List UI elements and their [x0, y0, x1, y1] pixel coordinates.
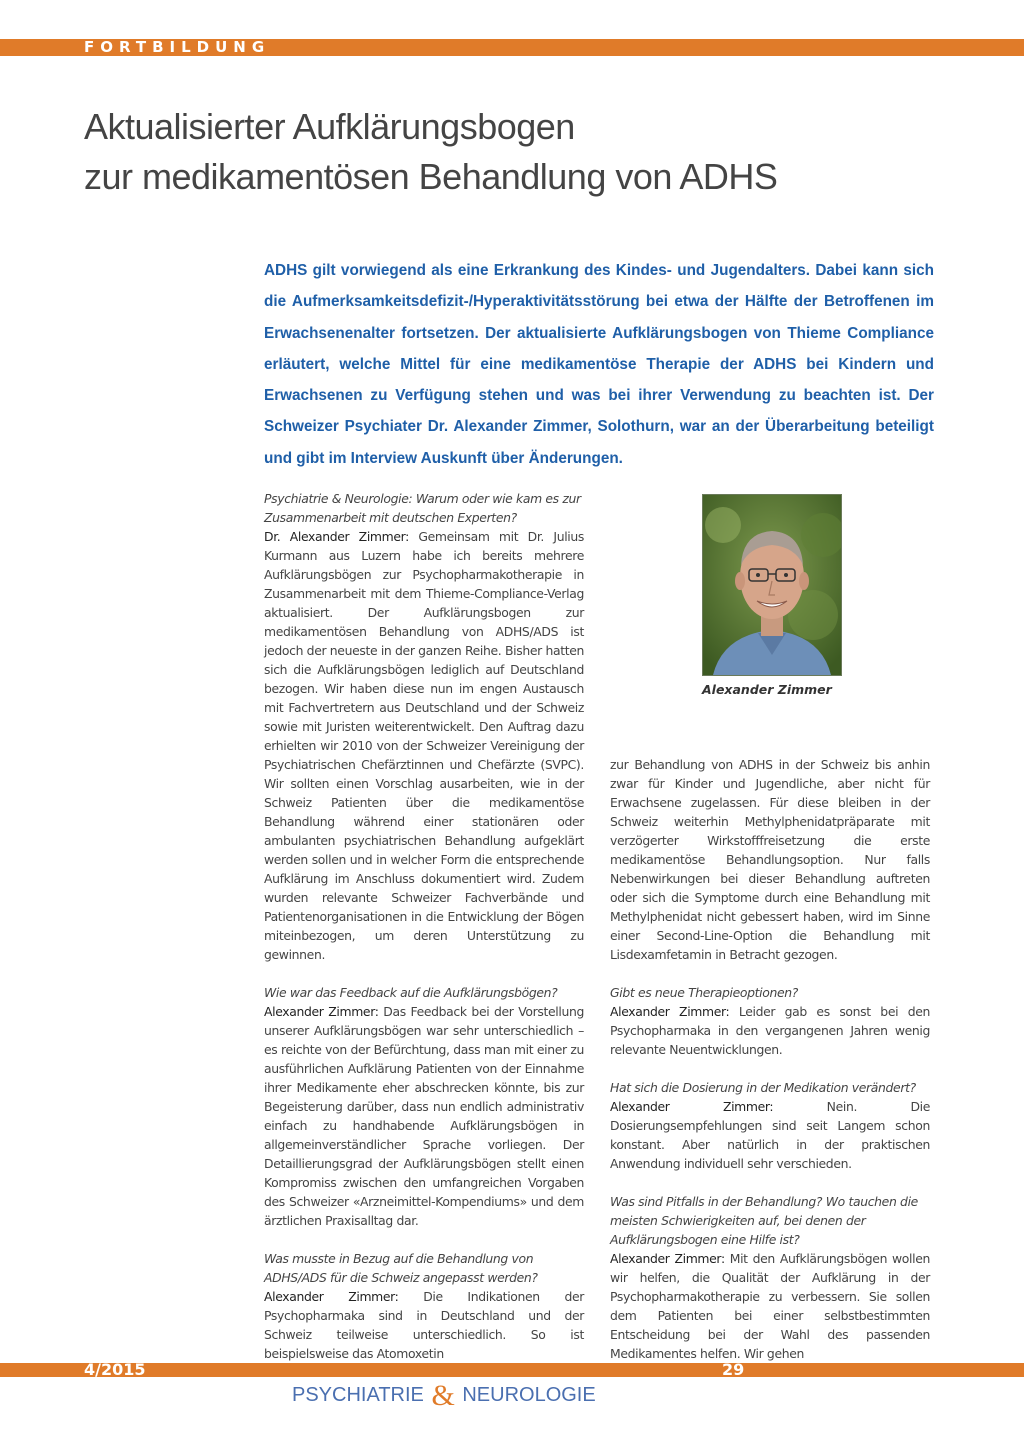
interview-block [610, 1078, 930, 1173]
interview-block [264, 1249, 584, 1363]
journal-logo [292, 1380, 596, 1411]
right-column [610, 755, 930, 1382]
interview-answer: Nein. Die Dosierungsempfehlungen sind seit Langem schon konstant. Aber natürlich in der praktischen Anwendung individuell sehr verschieden. [610, 1099, 930, 1171]
interview-answer: zur Behandlung von ADHS in der Schweiz bis anhin zwar für Kinder und Jugendliche, aber nicht für Erwachsene zugelassen. Für diese bleiben in der Schweiz weiterhin Methylphenidatpräparate mit verzögerter Wirkstofffreisetzung die erste medikamentöse Behandlungsoption. Nur falls Nebenwirkungen bei dieser Behandlung auftreten oder sich die Symptome durch eine Behandlung mit Methylphenidat nicht gebessert haben, wird im Sinne einer Second-Line-Option die Behandlung mit Lisdexamfetamin in Betracht gezogen. [610, 757, 930, 962]
journal-name-left: PSYCHIATRIE [292, 1384, 424, 1406]
interview-question: Was sind Pitfalls in der Behandlung? Wo tauchen die meisten Schwierigkeiten auf, bei denen der Aufklärungsbogen eine Hilfe ist? [610, 1194, 918, 1247]
interview-question: Was musste in Bezug auf die Behandlung von ADHS/ADS für die Schweiz angepasst werden? [264, 1251, 538, 1285]
speaker-label: Alexander Zimmer: [264, 1004, 379, 1019]
speaker-label: Alexander Zimmer: [610, 1004, 730, 1019]
interview-block [610, 1192, 930, 1363]
portrait-image [703, 495, 841, 675]
speaker-label: Alexander Zimmer: [610, 1099, 774, 1114]
left-column [264, 489, 584, 1382]
lead-paragraph: ADHS gilt vorwiegend als eine Erkrankung des Kindes- und Jugendalters. Dabei kann sich die Aufmerksamkeitsdefizit-/Hyperaktivitätsstörung bei etwa der Hälfte der Betroffenen im Erwachsenenalter fortsetzen. Der aktualisierte Aufklärungsbogen von Thieme Compliance erläutert, welche Mittel für eine medikamentöse Therapie der ADHS bei Kindern und Erwachsenen zu Verfügung stehen und was bei ihrer Verwendung zu beachten ist. Der Schweizer Psychiater Dr. Alexander Zimmer, Solothurn, war an der Überarbeitung beteiligt und gibt im Interview Auskunft über Änderungen. [264, 262, 934, 467]
page-number: 29 [722, 1360, 745, 1379]
interview-answer: Mit den Aufklärungsbögen wollen wir helfen, die Qualität der Aufklärung in der Psychopharmakotherapie zu verbessern. Sie sollen dem Patienten bei einer selbstbestimmten Entscheidung bei der Wahl des passenden Medikamentes helfen. Wir gehen [610, 1251, 930, 1361]
interview-block [264, 983, 584, 1230]
interview-answer: Das Feedback bei der Vorstellung unserer Aufklärungsbögen war sehr unterschiedlich – es reichte von der Befürchtung, dass man mit einer zu ausführlichen Aufklärung Patienten von der Einnahme ihrer Medikamente eher abschrecken könnte, bis zur Begeisterung darüber, dass nun endlich administrativ einfach zu handhabende Aufklärungsbögen in allgemeinverständlicher Sprache vorliegen. Der Detaillierungsgrad der Aufklärungsbögen stellt einen Kompromiss zwischen den umfangreichen Vorgaben des Schweizer «Arzneimittel-Kompendiums» und dem ärztlichen Praxisalltag dar. [264, 1004, 584, 1228]
interview-question: Gibt es neue Therapieoptionen? [610, 985, 799, 1000]
journal-ampersand: & [431, 1379, 455, 1412]
interview-question: Hat sich die Dosierung in der Medikation verändert? [610, 1080, 916, 1095]
footer-bar [0, 1363, 1024, 1377]
interview-question: Psychiatrie & Neurologie: Warum oder wie kam es zur Zusammenarbeit mit deutschen Experten? [264, 491, 581, 525]
interview-block [610, 755, 930, 964]
speaker-label: Alexander Zimmer: [264, 1289, 399, 1304]
portrait-photo [702, 494, 842, 676]
title-line-2: zur medikamentösen Behandlung von ADHS [84, 156, 778, 197]
title-line-1: Aktualisierter Aufklärungsbogen [84, 106, 575, 147]
section-label: FORTBILDUNG [84, 38, 271, 56]
speaker-label: Alexander Zimmer: [610, 1251, 725, 1266]
interview-block [264, 489, 584, 964]
article-title [84, 102, 984, 202]
interview-answer: Die Indikationen der Psychopharmaka sind in Deutschland und der Schweiz teilweise unterschiedlich. So ist beispielsweise das Atomoxetin [264, 1289, 585, 1361]
interview-answer: Gemeinsam mit Dr. Julius Kurmann aus Luzern habe ich bereits mehrere Aufklärungsbögen zur Psychopharmakotherapie in Zusammenarbeit mit dem Thieme-Compliance-Verlag aktualisiert. Der Aufklärungsbogen zur medikamentösen Behandlung von ADHS/ADS ist jedoch der neueste in der ganzen Reihe. Bisher hatten sich die Aufklärungsbögen lediglich auf Deutschland bezogen. Wir haben diese nun im engen Austausch mit Fachvertretern aus Deutschland und der Schweiz sowie mit Juristen weiterentwickelt. Den Auftrag dazu erhielten wir 2010 von der Schweizer Vereinigung der Psychiatrischen Chefärztinnen und Chefärzte (SVPC). Wir sollten einen Vorschlag ausarbeiten, wie in der Schweiz Patienten über die medikamentöse Behandlung während einer stationären oder ambulanten psychiatrischen Behandlung aufgeklärt werden sollen und in welcher Form die entsprechende Aufklärung im Anschluss dokumentiert wird. Zudem wurden relevante Schweizer Fachverbände und Patientenorganisationen in die Entwicklung der Bögen miteinbezogen, um deren Unterstützung zu gewinnen. [264, 529, 584, 962]
interview-answer: Leider gab es sonst bei den Psychopharmaka in den vergangenen Jahren wenig relevante Neuentwicklungen. [610, 1004, 930, 1057]
issue-number: 4/2015 [84, 1360, 146, 1379]
journal-name-right: NEUROLOGIE [462, 1384, 596, 1406]
interview-block [610, 983, 930, 1059]
photo-caption: Alexander Zimmer [702, 682, 832, 697]
interview-question: Wie war das Feedback auf die Aufklärungsbögen? [264, 985, 558, 1000]
speaker-label: Dr. Alexander Zimmer: [264, 529, 409, 544]
